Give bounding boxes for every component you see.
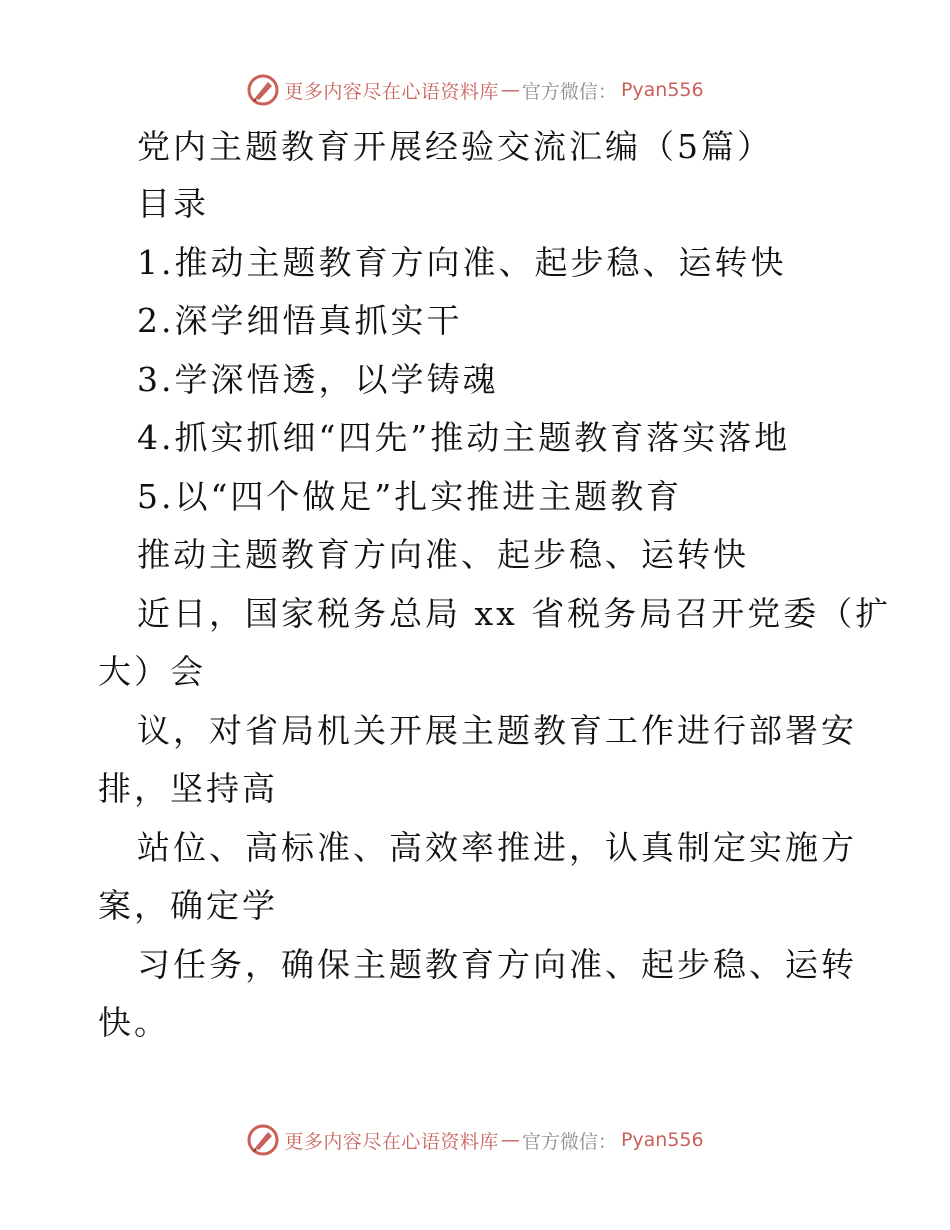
pen-logo-icon: [246, 1123, 280, 1157]
section-heading: 推动主题教育方向准、起步稳、运转快: [137, 535, 749, 574]
paragraph-line: 排，坚持高: [98, 769, 278, 808]
watermark-wechat-id: Pyan556: [620, 79, 704, 101]
footer-watermark: [0, 1120, 950, 1160]
watermark-promo-text: 更多内容尽在心语资料库: [284, 1130, 499, 1153]
watermark-promo-text: 更多内容尽在心语资料库: [284, 80, 499, 103]
paragraph-line: 站位、高标准、高效率推进，认真制定实施方: [137, 828, 857, 867]
toc-item-3: 3.学深悟透，以学铸魂: [137, 360, 499, 399]
paragraph-line: 案，确定学: [98, 886, 278, 925]
toc-item-2: 2.深学细悟真抓实干: [137, 301, 463, 340]
paragraph-line: 习任务，确保主题教育方向准、起步稳、运转: [137, 945, 857, 984]
paragraph-line: 近日，国家税务总局 xx 省税务局召开党委（扩: [137, 594, 892, 633]
watermark-official-label: 官方微信：: [521, 1130, 617, 1153]
watermark-official-label: 官方微信：: [521, 80, 617, 103]
paragraph-line: 大）会: [98, 652, 206, 691]
toc-item-4: 4.抓实抓细“四先”推动主题教育落实落地: [137, 418, 791, 457]
watermark-separator: —: [500, 1129, 520, 1151]
toc-item-1: 1.推动主题教育方向准、起步稳、运转快: [137, 243, 787, 282]
paragraph-line: 议，对省局机关开展主题教育工作进行部署安: [137, 711, 857, 750]
toc-heading: 目录: [137, 184, 209, 223]
paragraph-line: 快。: [98, 1003, 170, 1042]
watermark-wechat-id: Pyan556: [620, 1129, 704, 1151]
watermark-separator: —: [500, 79, 520, 101]
document-title: 党内主题教育开展经验交流汇编（5篇）: [137, 127, 773, 166]
toc-item-5: 5.以“四个做足”扎实推进主题教育: [137, 477, 683, 516]
